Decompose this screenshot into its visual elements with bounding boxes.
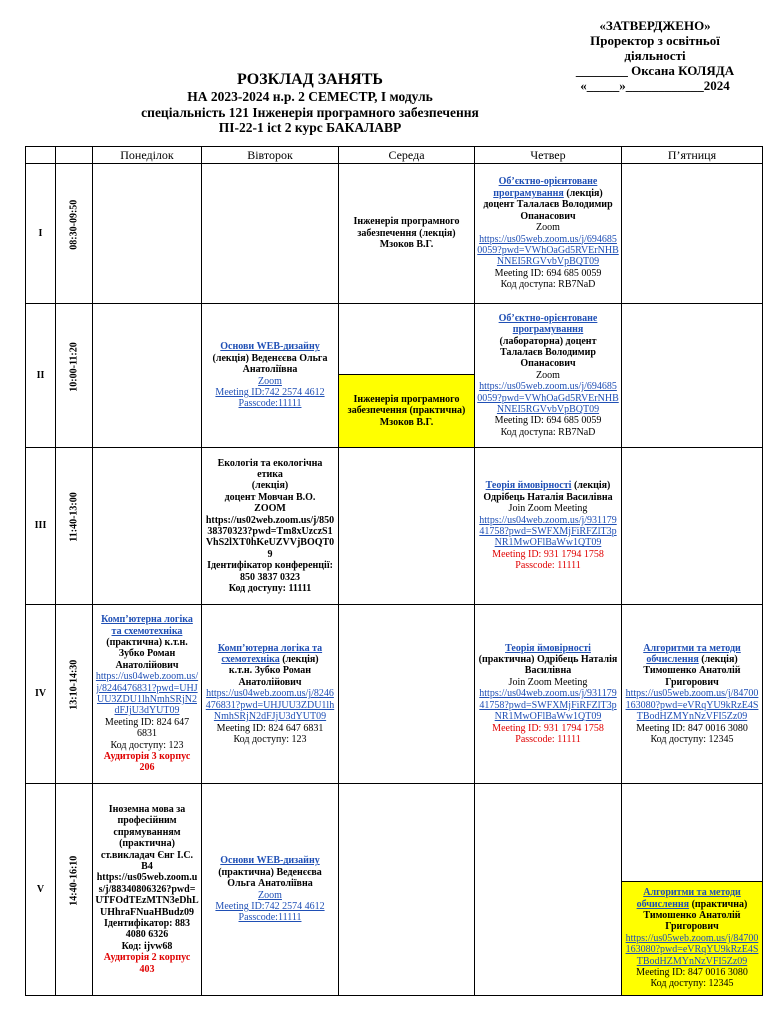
highlighted-lesson — [622, 882, 762, 995]
pair-time-text: 14:40-16:10 — [68, 855, 80, 906]
pair-number: I — [26, 164, 56, 304]
access-code: Код доступа: RB7NaD — [500, 426, 596, 438]
meeting-id[interactable]: Meeting ID:742 2574 4612 — [215, 386, 325, 398]
access-code: Код доступу: 12345 — [650, 733, 734, 745]
zoom-link[interactable]: https://us05web.zoom.us/j/6946850059?pwd=VWhOaGd5RVErNHBNNEI5RGVvbVpBQT09 — [477, 381, 619, 416]
table-row — [26, 784, 763, 996]
pair-number: V — [26, 784, 56, 996]
meeting-id[interactable]: Meeting ID:742 2574 4612 — [215, 900, 325, 912]
zoom-link[interactable]: Zoom — [258, 889, 282, 901]
zoom-link[interactable]: https://us04web.zoom.us/j/93117941758?pwd=SWFXMjFiRFZlT3pNR1MwOFlBaWw1QT09 — [479, 688, 617, 723]
passcode: Passcode: 11111 — [515, 560, 581, 572]
cell-fri-3 — [622, 448, 763, 605]
meeting-id: Meeting ID: 847 0016 3080 — [636, 722, 748, 734]
passcode[interactable]: Passcode:11111 — [238, 398, 302, 410]
cell-fri-1 — [622, 164, 763, 304]
course-type: (практична) — [689, 898, 748, 910]
teacher-name: (практична) Одрібець Наталія Василівна — [478, 654, 618, 677]
access-code: Код доступа: RB7NaD — [500, 279, 596, 291]
course-type: забезпечення (лекція) — [357, 227, 456, 239]
cell-fri-2 — [622, 304, 763, 448]
room-code: В4 — [141, 860, 153, 872]
pair-number: IV — [26, 605, 56, 784]
platform-name: Zoom — [536, 222, 560, 234]
conference-id: Ідентифікатор: 883 4080 6326 — [103, 918, 191, 941]
access-code: Код доступу: 123 — [110, 739, 184, 751]
meeting-id: Meeting ID: 847 0016 3080 — [636, 967, 748, 979]
pair-number: III — [26, 448, 56, 605]
zoom-url[interactable]: https://us02web.zoom.us/j/85038370323?pwd=Tm8xUzczS1VhS2lXT0hKeUZVVjBOQT09 — [205, 514, 335, 560]
course-name: Інженерія програмного — [353, 393, 460, 405]
approval-title: «ЗАТВЕРДЖЕНО» — [599, 18, 711, 33]
teacher-name: Тимошенко Анатолій Григорович — [643, 909, 741, 933]
teacher-name: Одрібець Наталія Василівна — [483, 491, 613, 503]
cell-fri-5 — [622, 784, 763, 996]
zoom-link[interactable]: https://us05web.zoom.us/j/6946850059?pwd=VWhOaGd5RVErNHBNNEI5RGVvbVpBQT09 — [477, 233, 619, 268]
cell-thu-4 — [475, 605, 622, 784]
cell-thu-1 — [475, 164, 622, 304]
schedule-title — [60, 70, 560, 136]
meeting-id: Meeting ID: 694 685 0059 — [494, 267, 602, 279]
pair-time — [56, 164, 93, 304]
cell-wed-3 — [339, 448, 475, 605]
pair-time — [56, 605, 93, 784]
course-link[interactable]: Комп’ютерна логіка та схемотехніка — [217, 642, 323, 666]
cell-mon-2 — [93, 304, 202, 448]
teacher-name: доцент Талалаєв Володимир Опанасович — [483, 199, 613, 222]
platform-name: Zoom — [536, 369, 560, 381]
day-header-thu: Четвер — [475, 147, 622, 164]
meeting-id: Meeting ID: 931 1794 1758 — [492, 722, 604, 734]
day-header-tue: Вівторок — [202, 147, 339, 164]
course-name: Іноземна мова за професійним спрямуванням (практична) ст.викладач Єнг І.С. — [100, 803, 194, 861]
cell-wed-2 — [339, 304, 475, 448]
page-title: РОЗКЛАД ЗАНЯТЬ — [237, 71, 383, 88]
table-row — [26, 304, 763, 448]
cell-tue-2 — [202, 304, 339, 448]
schedule-table — [25, 146, 763, 996]
table-row — [26, 448, 763, 605]
approval-position-cont: діяльності — [624, 48, 686, 63]
cell-fri-4 — [622, 605, 763, 784]
course-type: забезпечення (практична) — [347, 405, 466, 417]
course-link[interactable]: Об’єктно-орієнтоване програмування — [493, 176, 598, 199]
teacher-name: (лекція) Веденєєва Ольга Анатоліївна — [212, 352, 328, 376]
course-name: Екологія та екологічна етика — [217, 457, 323, 480]
pair-time — [56, 448, 93, 605]
teacher-name: Мзоков В.Г. — [379, 416, 434, 428]
course-link[interactable]: Алгоритми та методи обчислення — [643, 642, 741, 666]
zoom-link[interactable]: https://us05web.zoom.us/j/84700163080?pwd=eVRqYU9kRzE4STBodHZMYnNzVFI5Zz09 — [625, 688, 759, 723]
teacher-name: Тимошенко Анатолій Григорович — [643, 665, 741, 688]
zoom-link[interactable]: https://us04web.zoom.us/j/8246476831?pwd=UHJUU3ZDU1lhNmhSRjN2dFJjU3dYUT09 — [205, 688, 335, 723]
meeting-id: Meeting ID: 824 647 6831 — [216, 722, 324, 734]
course-type: (лекція) — [279, 654, 319, 666]
semester-line: НА 2023-2024 н.р. 2 СЕМЕСТР, І модуль — [187, 89, 433, 104]
teacher-name: к.т.н. Зубко Роман Анатолійович — [228, 665, 312, 688]
teacher-name: Мзоков В.Г. — [379, 239, 434, 251]
day-header-wed: Середа — [339, 147, 475, 164]
highlighted-lesson — [339, 375, 474, 447]
cell-thu-2 — [475, 304, 622, 448]
cell-tue-5 — [202, 784, 339, 996]
header-empty-num — [26, 147, 56, 164]
passcode: Passcode: 11111 — [515, 733, 581, 745]
access-code: Код доступу: 123 — [233, 733, 307, 745]
cell-mon-4 — [93, 605, 202, 784]
room-label: Аудиторія 2 корпус 403 — [103, 952, 191, 975]
course-link[interactable]: Теорія ймовірності — [505, 642, 591, 654]
meeting-id: Meeting ID: 931 1794 1758 — [492, 548, 604, 560]
specialty-line: спеціальність 121 Інженерія програмного забезпечення — [141, 104, 479, 120]
teacher-name: (практична) к.т.н. Зубко Роман Анатолійович — [106, 636, 188, 671]
day-header-fri: П’ятниця — [622, 147, 763, 164]
passcode[interactable]: Passcode:11111 — [238, 912, 302, 924]
cell-thu-3 — [475, 448, 622, 605]
course-link[interactable]: Теорія ймовірності — [485, 480, 572, 492]
empty-slot — [339, 304, 474, 375]
approval-block — [555, 18, 755, 93]
table-row — [26, 164, 763, 304]
course-link[interactable]: Основи WEB-дизайну — [220, 855, 320, 867]
course-link[interactable]: Алгоритми та методи обчислення — [636, 887, 741, 910]
course-link[interactable]: Об’єктно-орієнтоване програмування — [498, 312, 598, 336]
course-link[interactable]: Комп’ютерна логіка та схемотехніка — [101, 614, 193, 637]
platform-name: Join Zoom Meeting — [508, 676, 588, 688]
approval-date: «_____»____________2024 — [580, 78, 730, 93]
meeting-id: Meeting ID: 694 685 0059 — [494, 415, 602, 427]
approval-position: Проректор з освітньої — [590, 33, 720, 48]
cell-tue-4 — [202, 605, 339, 784]
zoom-url[interactable]: https://us05web.zoom.us/j/88340806326?pwd=UTFOdTEzMTN3eDhLUHhraFNuaHBudz09 — [95, 872, 199, 918]
pair-number: II — [26, 304, 56, 448]
course-type: (лекція) — [698, 654, 738, 666]
room-label: Аудиторія 3 корпус 206 — [103, 751, 191, 774]
course-type: (лекція) — [563, 187, 603, 199]
cell-thu-5 — [475, 784, 622, 996]
cell-mon-1 — [93, 164, 202, 304]
cell-mon-5 — [93, 784, 202, 996]
platform-name: Join Zoom Meeting — [508, 503, 588, 515]
teacher-name: доцент Мовчан В.О. — [224, 491, 316, 503]
cell-wed-1 — [339, 164, 475, 304]
cell-mon-3 — [93, 448, 202, 605]
header-empty-time — [56, 147, 93, 164]
meeting-id: Meeting ID: 824 647 6831 — [104, 716, 190, 740]
day-header-mon: Понеділок — [93, 147, 202, 164]
access-code: Код: ijvw68 — [121, 940, 173, 952]
cell-wed-4 — [339, 605, 475, 784]
pair-time — [56, 304, 93, 448]
group-line: ПІ-22-1 ict 2 курс БАКАЛАВР — [218, 120, 402, 135]
pair-time-text: 08:30-09:50 — [68, 199, 80, 250]
zoom-link[interactable]: https://us04web.zoom.us/j/8246476831?pwd=UHJUU3ZDU1lhNmhSRjN2dFJjU3dYUT09 — [95, 671, 199, 717]
pair-time-text: 11:40-13:00 — [68, 492, 80, 542]
course-type: (лекція) — [251, 480, 289, 492]
access-code: Код доступу: 12345 — [650, 978, 734, 990]
platform-name: ZOOM — [254, 503, 286, 515]
approval-signature: ________ Оксана КОЛЯДА — [575, 63, 735, 78]
cell-tue-3 — [202, 448, 339, 605]
zoom-link[interactable]: https://us05web.zoom.us/j/84700163080?pwd=eVRqYU9kRzE4STBodHZMYnNzVFI5Zz09 — [625, 932, 759, 967]
pair-time-text: 13:10-14:30 — [68, 660, 80, 710]
teacher-name: (лабораторна) доцент Талалаєв Володимир Опанасович — [499, 335, 597, 370]
zoom-link[interactable]: Zoom — [258, 375, 282, 387]
pair-time — [56, 784, 93, 996]
cell-wed-5 — [339, 784, 475, 996]
table-row — [26, 605, 763, 784]
course-link[interactable]: Основи WEB-дизайну — [220, 341, 320, 353]
cell-tue-1 — [202, 164, 339, 304]
teacher-name: (практична) Веденєєва Ольга Анатоліївна — [218, 866, 322, 890]
course-type: (лекція) — [571, 480, 611, 492]
access-code: Код доступу: 11111 — [228, 583, 312, 595]
header-row — [26, 147, 763, 164]
zoom-link[interactable]: https://us04web.zoom.us/j/93117941758?pwd=SWFXMjFiRFZlT3pNR1MwOFlBaWw1QT09 — [479, 514, 617, 549]
empty-slot — [622, 784, 762, 882]
conference-id: Ідентифікатор конференції: 850 3837 0323 — [207, 560, 333, 583]
pair-time-text: 10:00-11:20 — [68, 342, 80, 392]
course-name: Інженерія програмного — [353, 216, 460, 228]
